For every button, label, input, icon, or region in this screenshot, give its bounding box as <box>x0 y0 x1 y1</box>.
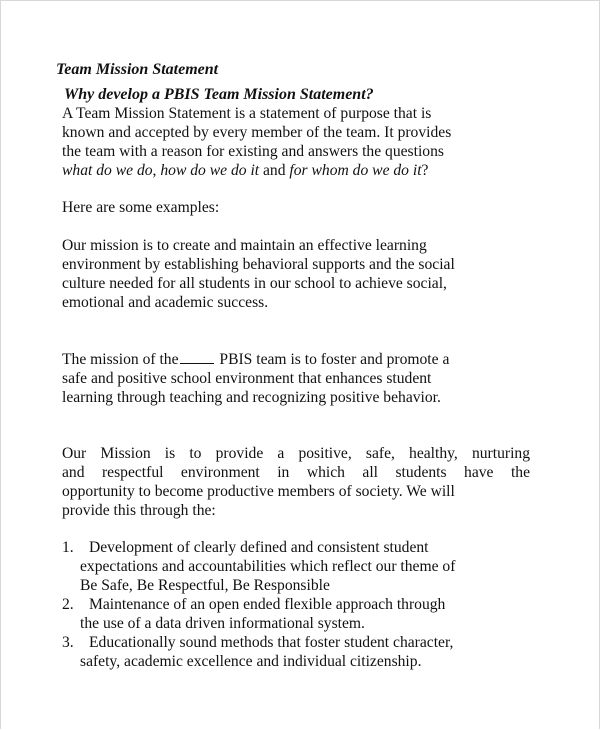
list-item <box>62 538 542 595</box>
question-whom: for whom do we do it <box>289 162 422 179</box>
example-line: learning through teaching and recognizing positive behavior. <box>62 389 441 406</box>
example-mission-3 <box>62 444 530 520</box>
question-what: what do we do <box>62 162 153 179</box>
list-line: Educationally sound methods that foster student character, <box>89 634 454 651</box>
list-text <box>80 595 542 633</box>
list-line: safety, academic excellence and individual citizenship. <box>80 653 422 670</box>
numbered-list <box>62 538 542 671</box>
example-line: culture needed for all students in our school to achieve social, <box>62 275 447 292</box>
example-line: environment by establishing behavioral supports and the social <box>62 256 455 273</box>
intro-paragraph <box>62 104 532 180</box>
list-item <box>62 595 542 633</box>
intro-line: known and accepted by every member of the team. It provides <box>62 124 452 141</box>
document-subtitle: Why develop a PBIS Team Mission Statement? <box>64 86 374 103</box>
question-how: how do we do it <box>160 162 260 179</box>
example-mission-1 <box>62 236 532 312</box>
list-number: 3. <box>62 634 74 651</box>
list-line: Development of clearly defined and consistent student <box>89 539 429 556</box>
example-line: emotional and academic success. <box>62 294 269 311</box>
intro-line: A Team Mission Statement is a statement of purpose that is <box>62 105 432 122</box>
example-line-with-blank <box>62 349 532 369</box>
list-line: Maintenance of an open ended flexible approach through <box>89 596 446 613</box>
list-text <box>80 538 542 595</box>
list-line: the use of a data driven informational system. <box>80 615 365 632</box>
example-text: PBIS team is to foster and promote a <box>215 351 450 368</box>
list-item <box>62 633 542 671</box>
question-separator: , <box>152 162 161 179</box>
fill-in-blank <box>180 349 214 364</box>
example-line: provide this through the: <box>62 502 216 519</box>
example-line: safe and positive school environment that enhances student <box>62 370 432 387</box>
example-line: opportunity to become productive members of society. We will <box>62 483 455 500</box>
question-separator: and <box>259 162 290 179</box>
list-line: expectations and accountabilities which reflect our theme of <box>80 558 456 575</box>
list-line: Be Safe, Be Respectful, Be Responsible <box>80 577 330 594</box>
examples-intro-text: Here are some examples: <box>62 199 220 216</box>
example-text: The mission of the <box>62 351 179 368</box>
question-end: ? <box>421 162 429 179</box>
example-line: Our mission is to create and maintain an effective learning <box>62 237 427 254</box>
example-line: and respectful environment in which all students have the <box>62 464 530 481</box>
examples-intro <box>62 198 532 217</box>
document-title: Team Mission Statement <box>56 61 219 78</box>
list-number: 1. <box>62 539 74 556</box>
example-line: Our Mission is to provide a positive, safe, healthy, nurturing <box>62 445 530 462</box>
list-number: 2. <box>62 596 74 613</box>
example-mission-2 <box>62 349 532 407</box>
list-text <box>80 633 542 671</box>
intro-line: the team with a reason for existing and answers the questions <box>62 143 444 160</box>
intro-questions-line <box>62 161 532 180</box>
